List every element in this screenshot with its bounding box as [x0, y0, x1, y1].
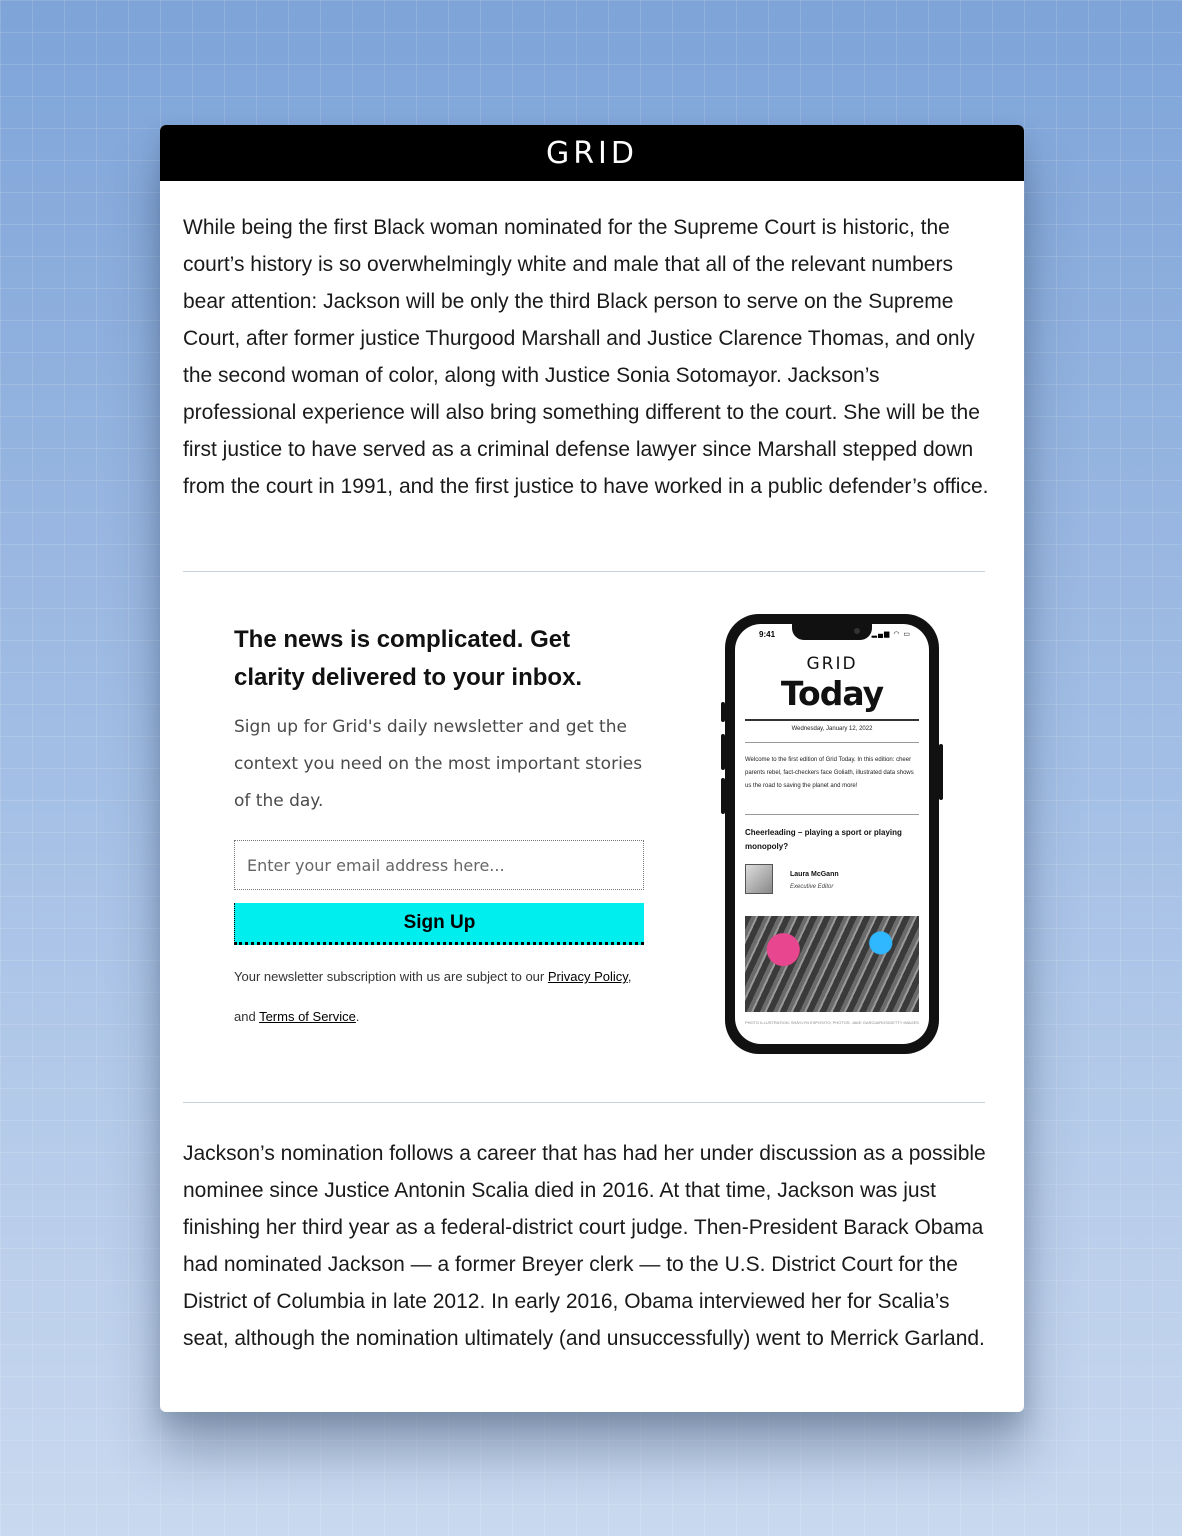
phone-date: Wednesday, January 12, 2022 — [791, 726, 873, 732]
phone-author-name: Laura McGann — [790, 871, 839, 878]
phone-notch — [792, 624, 872, 640]
newsletter-headline: The news is complicated. Get clarity delivered to your inbox. — [234, 626, 583, 691]
newsletter-signup — [234, 621, 646, 1037]
phone-time: 9:41 — [759, 630, 776, 639]
phone-intro: Welcome to the first edition of Grid Today. In this edition: cheer parents rebel, fact-checkers face Goliath, illustrated data shows us the road to saving the planet and more! — [745, 757, 914, 789]
phone-grid-logo: GRID — [806, 654, 858, 674]
phone-photo-credit: PHOTO ILLUSTRATION: SHAYLYN ESPOSITO; PHOTOS: JAKE GARCIA/ROSIGETTY IMAGES — [745, 1020, 919, 1025]
grid-logo[interactable]: GRID — [545, 135, 639, 171]
phone-rule-thin — [745, 814, 919, 815]
signal-wifi-battery-icon: ▂▄▆ ◠ ▭ — [871, 631, 911, 638]
phone-rule — [745, 719, 919, 721]
site-header — [160, 125, 1024, 181]
phone-side-button — [721, 702, 725, 722]
phone-rule-thin — [745, 742, 919, 743]
legal-notice — [234, 957, 646, 1037]
terms-of-service-link[interactable]: Terms of Service — [259, 1009, 356, 1024]
phone-screen — [735, 624, 929, 1044]
phone-author-role: Executive Editor — [790, 884, 834, 890]
legal-prefix: Your newsletter subscription with us are subject to our — [234, 969, 548, 984]
phone-volume-down-button — [721, 778, 725, 814]
legal-middle: , and — [234, 969, 632, 1024]
phone-story-title: Cheerleading – playing a sport or playing monopoly? — [745, 828, 902, 851]
email-field[interactable] — [234, 840, 644, 890]
privacy-policy-link[interactable]: Privacy Policy — [547, 969, 628, 984]
phone-today-title: Today — [780, 674, 884, 713]
cheerleading-photo — [745, 916, 919, 1012]
sign-up-button[interactable]: Sign Up — [234, 903, 644, 945]
divider-bottom — [183, 1102, 985, 1103]
phone-volume-up-button — [721, 734, 725, 770]
author-avatar — [745, 864, 773, 894]
phone-power-button — [939, 744, 943, 800]
article-card — [160, 125, 1024, 1412]
newsletter-blurb: Sign up for Grid's daily newsletter and get the context you need on the most important stories of the day. — [234, 717, 643, 811]
divider-top — [183, 571, 985, 572]
camera-icon — [854, 628, 860, 634]
article-paragraph-1: While being the first Black woman nominated for the Supreme Court is historic, the court’s history is so overwhelmingly white and male that all of the relevant numbers bear attention: Jackson will be only the third Black person to serve on the Supreme Court, after former justice Thurgood Marshall and Justice Clarence Thomas, and only the second woman of color, along with Justice Sonia Sotomayor. Jackson’s professional experience will also bring something different to the court. She will be the first justice to have served as a criminal defense lawyer since Marshall stepped down from the court in 1991, and the first justice to have worked in a public defender’s office. — [183, 216, 989, 498]
legal-suffix: . — [355, 1009, 360, 1024]
phone-mockup-image — [725, 614, 939, 1054]
article-paragraph-2: Jackson’s nomination follows a career that has had her under discussion as a possible nominee since Justice Antonin Scalia died in 2016. At that time, Jackson was just finishing her third year as a federal-district court judge. Then-President Barack Obama had nominated Jackson — a former Breyer clerk — to the U.S. District Court for the District of Columbia in late 2012. In early 2016, Obama interviewed her for Scalia’s seat, although the nomination ultimately (and unsuccessfully) went to Merrick Garland. — [183, 1142, 986, 1350]
